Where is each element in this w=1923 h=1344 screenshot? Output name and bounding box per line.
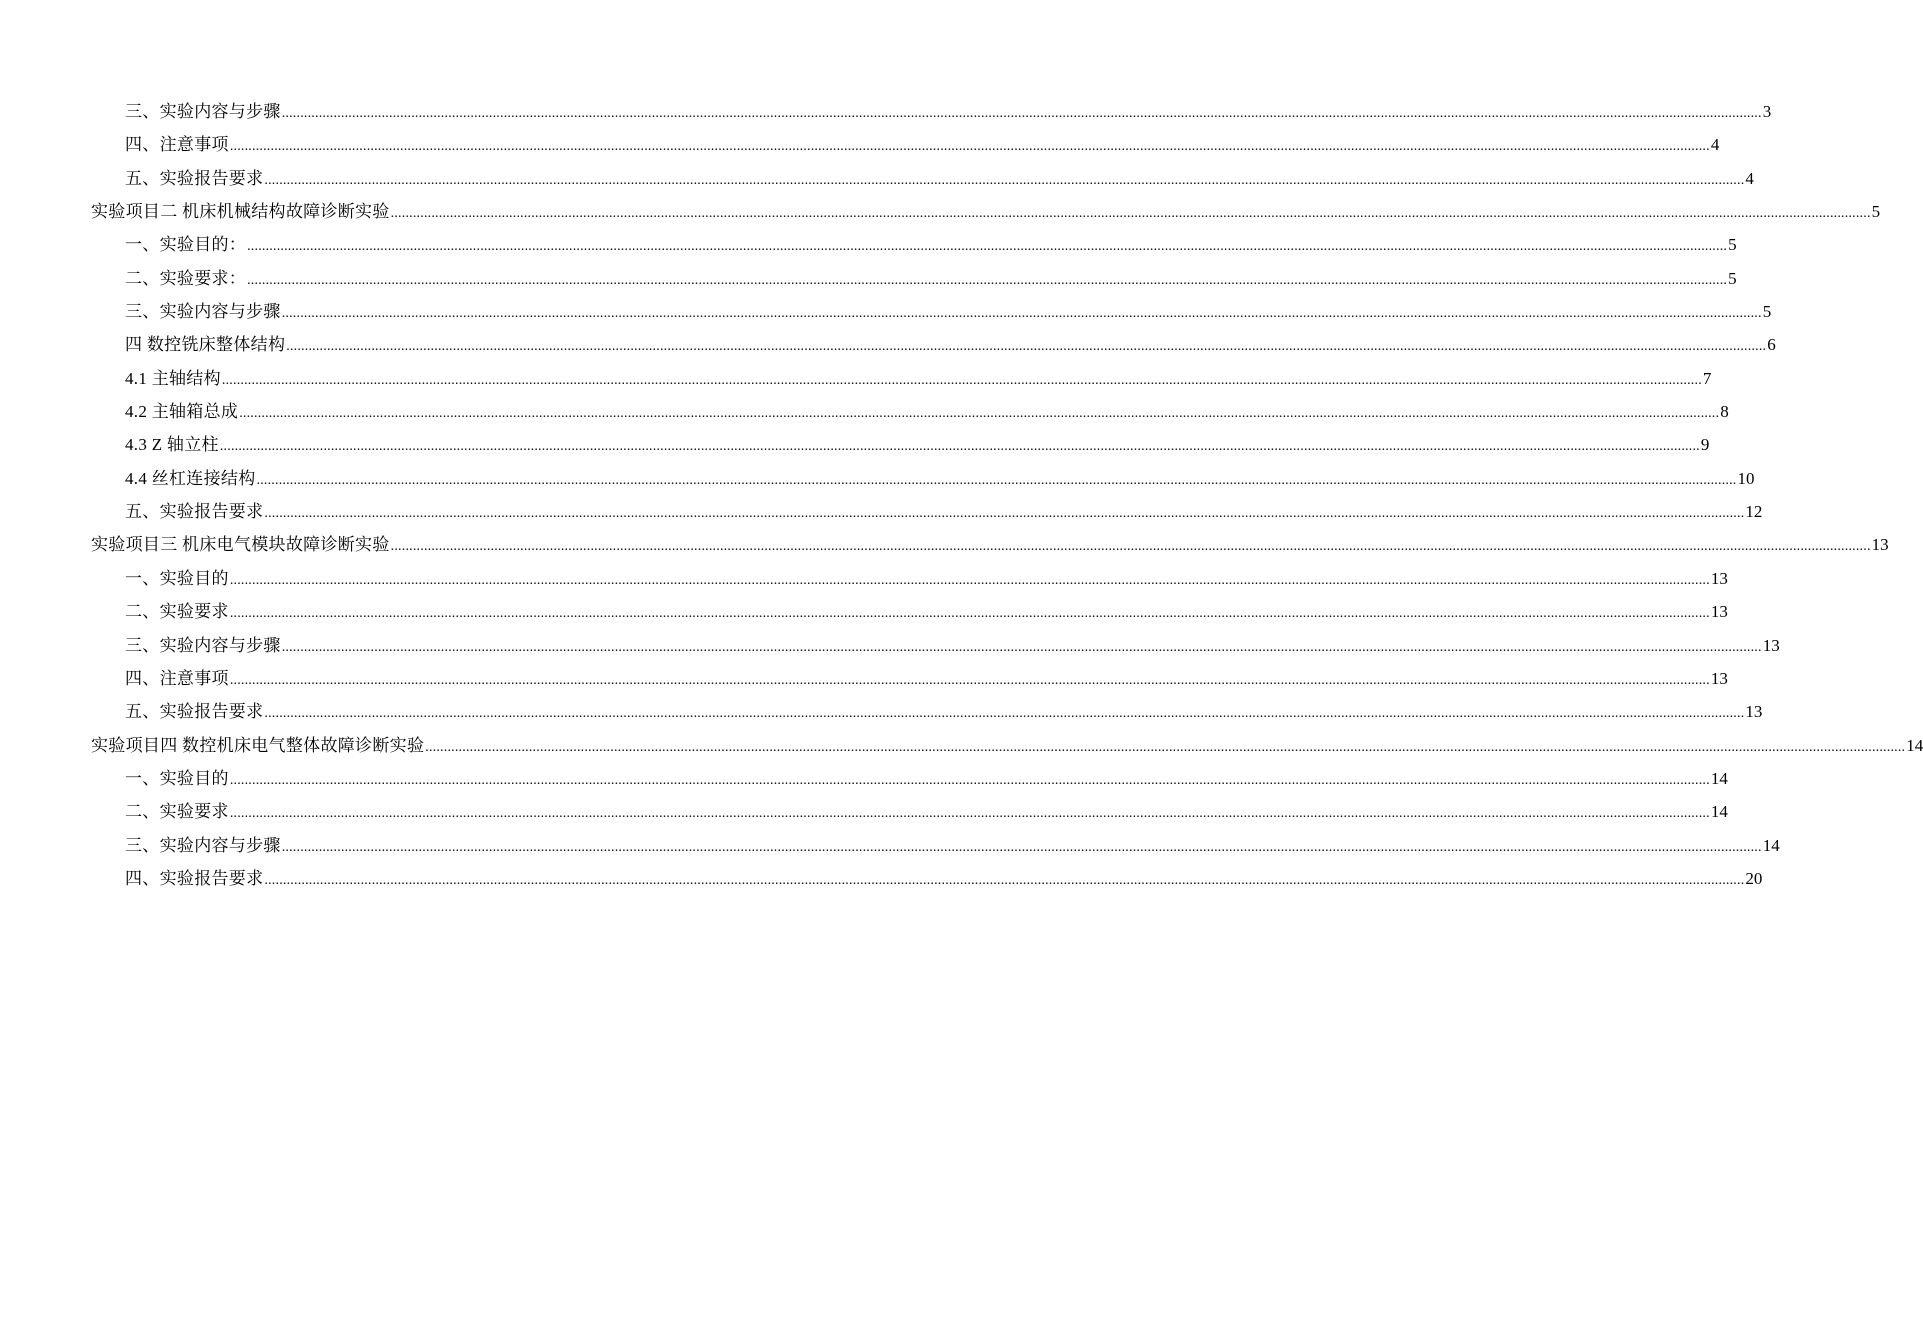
toc-entry-title: 二、实验要求 bbox=[125, 602, 229, 622]
toc-entry-title: 五、实验报告要求 bbox=[125, 502, 264, 522]
toc-entry-title: 一、实验目的： bbox=[125, 235, 247, 255]
toc-section-entry[interactable] bbox=[0, 662, 1728, 695]
toc-entry-title: 一、实验目的 bbox=[125, 768, 229, 788]
toc-entry-title: 五、实验报告要求 bbox=[125, 168, 264, 188]
toc-section-entry[interactable] bbox=[0, 795, 1728, 828]
toc-page-number: 13 bbox=[1710, 568, 1728, 588]
toc-page-number: 13 bbox=[1762, 635, 1780, 655]
toc-section-entry[interactable] bbox=[0, 328, 1776, 361]
toc-chapter-entry[interactable] bbox=[0, 729, 1923, 762]
toc-section-entry[interactable] bbox=[0, 295, 1772, 328]
toc-section-entry[interactable] bbox=[0, 128, 1720, 161]
toc-page-number: 10 bbox=[1737, 468, 1755, 488]
toc-dot-leader: ................................................................................................................................................................................................................................................................................................................................................................................................................ bbox=[247, 272, 1728, 288]
toc-dot-leader: ................................................................................................................................................................................................................................................................................................................................................................................................................ bbox=[256, 472, 1737, 488]
toc-entry-title: 五、实验报告要求 bbox=[125, 702, 264, 722]
toc-page-number: 12 bbox=[1745, 502, 1763, 522]
toc-section-entry[interactable] bbox=[0, 562, 1728, 595]
toc-dot-leader: ................................................................................................................................................................................................................................................................................................................................................................................................................ bbox=[281, 639, 1762, 655]
table-of-contents bbox=[0, 95, 1923, 895]
toc-dot-leader: ................................................................................................................................................................................................................................................................................................................................................................................................................ bbox=[390, 206, 1871, 222]
toc-page-number: 14 bbox=[1762, 835, 1780, 855]
toc-entry-title: 三、实验内容与步骤 bbox=[125, 635, 281, 655]
toc-page-number: 14 bbox=[1710, 768, 1728, 788]
toc-entry-title: 三、实验内容与步骤 bbox=[125, 302, 281, 322]
toc-entry-title: 二、实验要求： bbox=[125, 268, 247, 288]
toc-section-entry[interactable] bbox=[0, 162, 1754, 195]
toc-page-number: 14 bbox=[1710, 802, 1728, 822]
toc-section-entry[interactable] bbox=[0, 395, 1729, 428]
toc-entry-title: 实验项目四 数控机床电气整体故障诊断实验 bbox=[91, 735, 425, 755]
toc-page-number: 4 bbox=[1745, 168, 1754, 188]
toc-dot-leader: ................................................................................................................................................................................................................................................................................................................................................................................................................ bbox=[264, 172, 1745, 188]
toc-dot-leader: ................................................................................................................................................................................................................................................................................................................................................................................................................ bbox=[281, 306, 1762, 322]
toc-page-number: 5 bbox=[1728, 268, 1737, 288]
toc-section-entry[interactable] bbox=[0, 762, 1728, 795]
toc-dot-leader: ................................................................................................................................................................................................................................................................................................................................................................................................................ bbox=[281, 839, 1762, 855]
toc-entry-title: 四、实验报告要求 bbox=[125, 868, 264, 888]
toc-entry-title: 4.1 主轴结构 bbox=[125, 368, 221, 388]
toc-entry-title: 实验项目二 机床机械结构故障诊断实验 bbox=[91, 202, 390, 222]
toc-section-entry[interactable] bbox=[0, 495, 1763, 528]
toc-dot-leader: ................................................................................................................................................................................................................................................................................................................................................................................................................ bbox=[425, 739, 1906, 755]
toc-page-number: 9 bbox=[1700, 435, 1710, 455]
toc-section-entry[interactable] bbox=[0, 462, 1755, 495]
toc-entry-title: 三、实验内容与步骤 bbox=[125, 102, 281, 121]
toc-dot-leader: ................................................................................................................................................................................................................................................................................................................................................................................................................ bbox=[229, 606, 1710, 622]
toc-section-entry[interactable] bbox=[0, 695, 1763, 728]
toc-section-entry[interactable] bbox=[0, 862, 1763, 895]
toc-section-entry[interactable] bbox=[0, 428, 1710, 461]
toc-chapter-entry[interactable] bbox=[0, 528, 1889, 561]
toc-page-number: 13 bbox=[1745, 702, 1763, 722]
toc-page-number: 20 bbox=[1745, 868, 1763, 888]
toc-entry-title: 4.2 主轴箱总成 bbox=[125, 402, 239, 422]
toc-entry-title: 二、实验要求 bbox=[125, 802, 229, 822]
toc-section-entry[interactable] bbox=[0, 262, 1737, 295]
toc-section-entry[interactable] bbox=[0, 95, 1772, 128]
toc-section-entry[interactable] bbox=[0, 829, 1780, 862]
toc-dot-leader: ................................................................................................................................................................................................................................................................................................................................................................................................................ bbox=[390, 539, 1871, 555]
toc-section-entry[interactable] bbox=[0, 362, 1712, 395]
toc-page-number: 7 bbox=[1702, 368, 1712, 388]
toc-entry-title: 实验项目三 机床电气模块故障诊断实验 bbox=[91, 535, 390, 555]
toc-dot-leader: ................................................................................................................................................................................................................................................................................................................................................................................................................ bbox=[229, 572, 1710, 588]
toc-dot-leader: ................................................................................................................................................................................................................................................................................................................................................................................................................ bbox=[247, 239, 1728, 255]
toc-chapter-entry[interactable] bbox=[0, 195, 1881, 228]
toc-dot-leader: ................................................................................................................................................................................................................................................................................................................................................................................................................ bbox=[219, 439, 1700, 455]
toc-dot-leader: ................................................................................................................................................................................................................................................................................................................................................................................................................ bbox=[229, 806, 1710, 822]
toc-page-number: 5 bbox=[1871, 202, 1881, 222]
toc-page-number: 4 bbox=[1710, 135, 1720, 155]
toc-entry-title: 四 数控铣床整体结构 bbox=[125, 335, 286, 355]
toc-page-number: 13 bbox=[1710, 602, 1728, 622]
toc-page-number: 3 bbox=[1762, 102, 1772, 121]
toc-dot-leader: ................................................................................................................................................................................................................................................................................................................................................................................................................ bbox=[229, 139, 1710, 155]
toc-page-number: 5 bbox=[1728, 235, 1737, 255]
toc-page-number: 13 bbox=[1871, 535, 1889, 555]
toc-dot-leader: ................................................................................................................................................................................................................................................................................................................................................................................................................ bbox=[286, 339, 1767, 355]
toc-dot-leader: ................................................................................................................................................................................................................................................................................................................................................................................................................ bbox=[264, 506, 1745, 522]
toc-dot-leader: ................................................................................................................................................................................................................................................................................................................................................................................................................ bbox=[229, 772, 1710, 788]
toc-dot-leader: ................................................................................................................................................................................................................................................................................................................................................................................................................ bbox=[264, 872, 1745, 888]
toc-page-number: 13 bbox=[1710, 668, 1728, 688]
toc-page-number: 6 bbox=[1767, 335, 1776, 355]
toc-entry-title: 4.4 丝杠连接结构 bbox=[125, 468, 256, 488]
toc-dot-leader: ................................................................................................................................................................................................................................................................................................................................................................................................................ bbox=[281, 106, 1762, 121]
toc-page-number: 5 bbox=[1762, 302, 1772, 322]
toc-entry-title: 四、注意事项 bbox=[125, 135, 229, 155]
toc-entry-title: 四、注意事项 bbox=[125, 668, 229, 688]
toc-entry-title: 三、实验内容与步骤 bbox=[125, 835, 281, 855]
toc-page-number: 8 bbox=[1720, 402, 1729, 422]
toc-section-entry[interactable] bbox=[0, 595, 1728, 628]
toc-dot-leader: ................................................................................................................................................................................................................................................................................................................................................................................................................ bbox=[264, 706, 1745, 722]
toc-entry-title: 4.3 Z 轴立柱 bbox=[125, 435, 219, 455]
toc-section-entry[interactable] bbox=[0, 228, 1737, 261]
toc-page-number: 14 bbox=[1906, 735, 1923, 755]
toc-dot-leader: ................................................................................................................................................................................................................................................................................................................................................................................................................ bbox=[221, 372, 1702, 388]
toc-dot-leader: ................................................................................................................................................................................................................................................................................................................................................................................................................ bbox=[239, 406, 1720, 422]
toc-dot-leader: ................................................................................................................................................................................................................................................................................................................................................................................................................ bbox=[229, 672, 1710, 688]
toc-section-entry[interactable] bbox=[0, 629, 1780, 662]
toc-entry-title: 一、实验目的 bbox=[125, 568, 229, 588]
